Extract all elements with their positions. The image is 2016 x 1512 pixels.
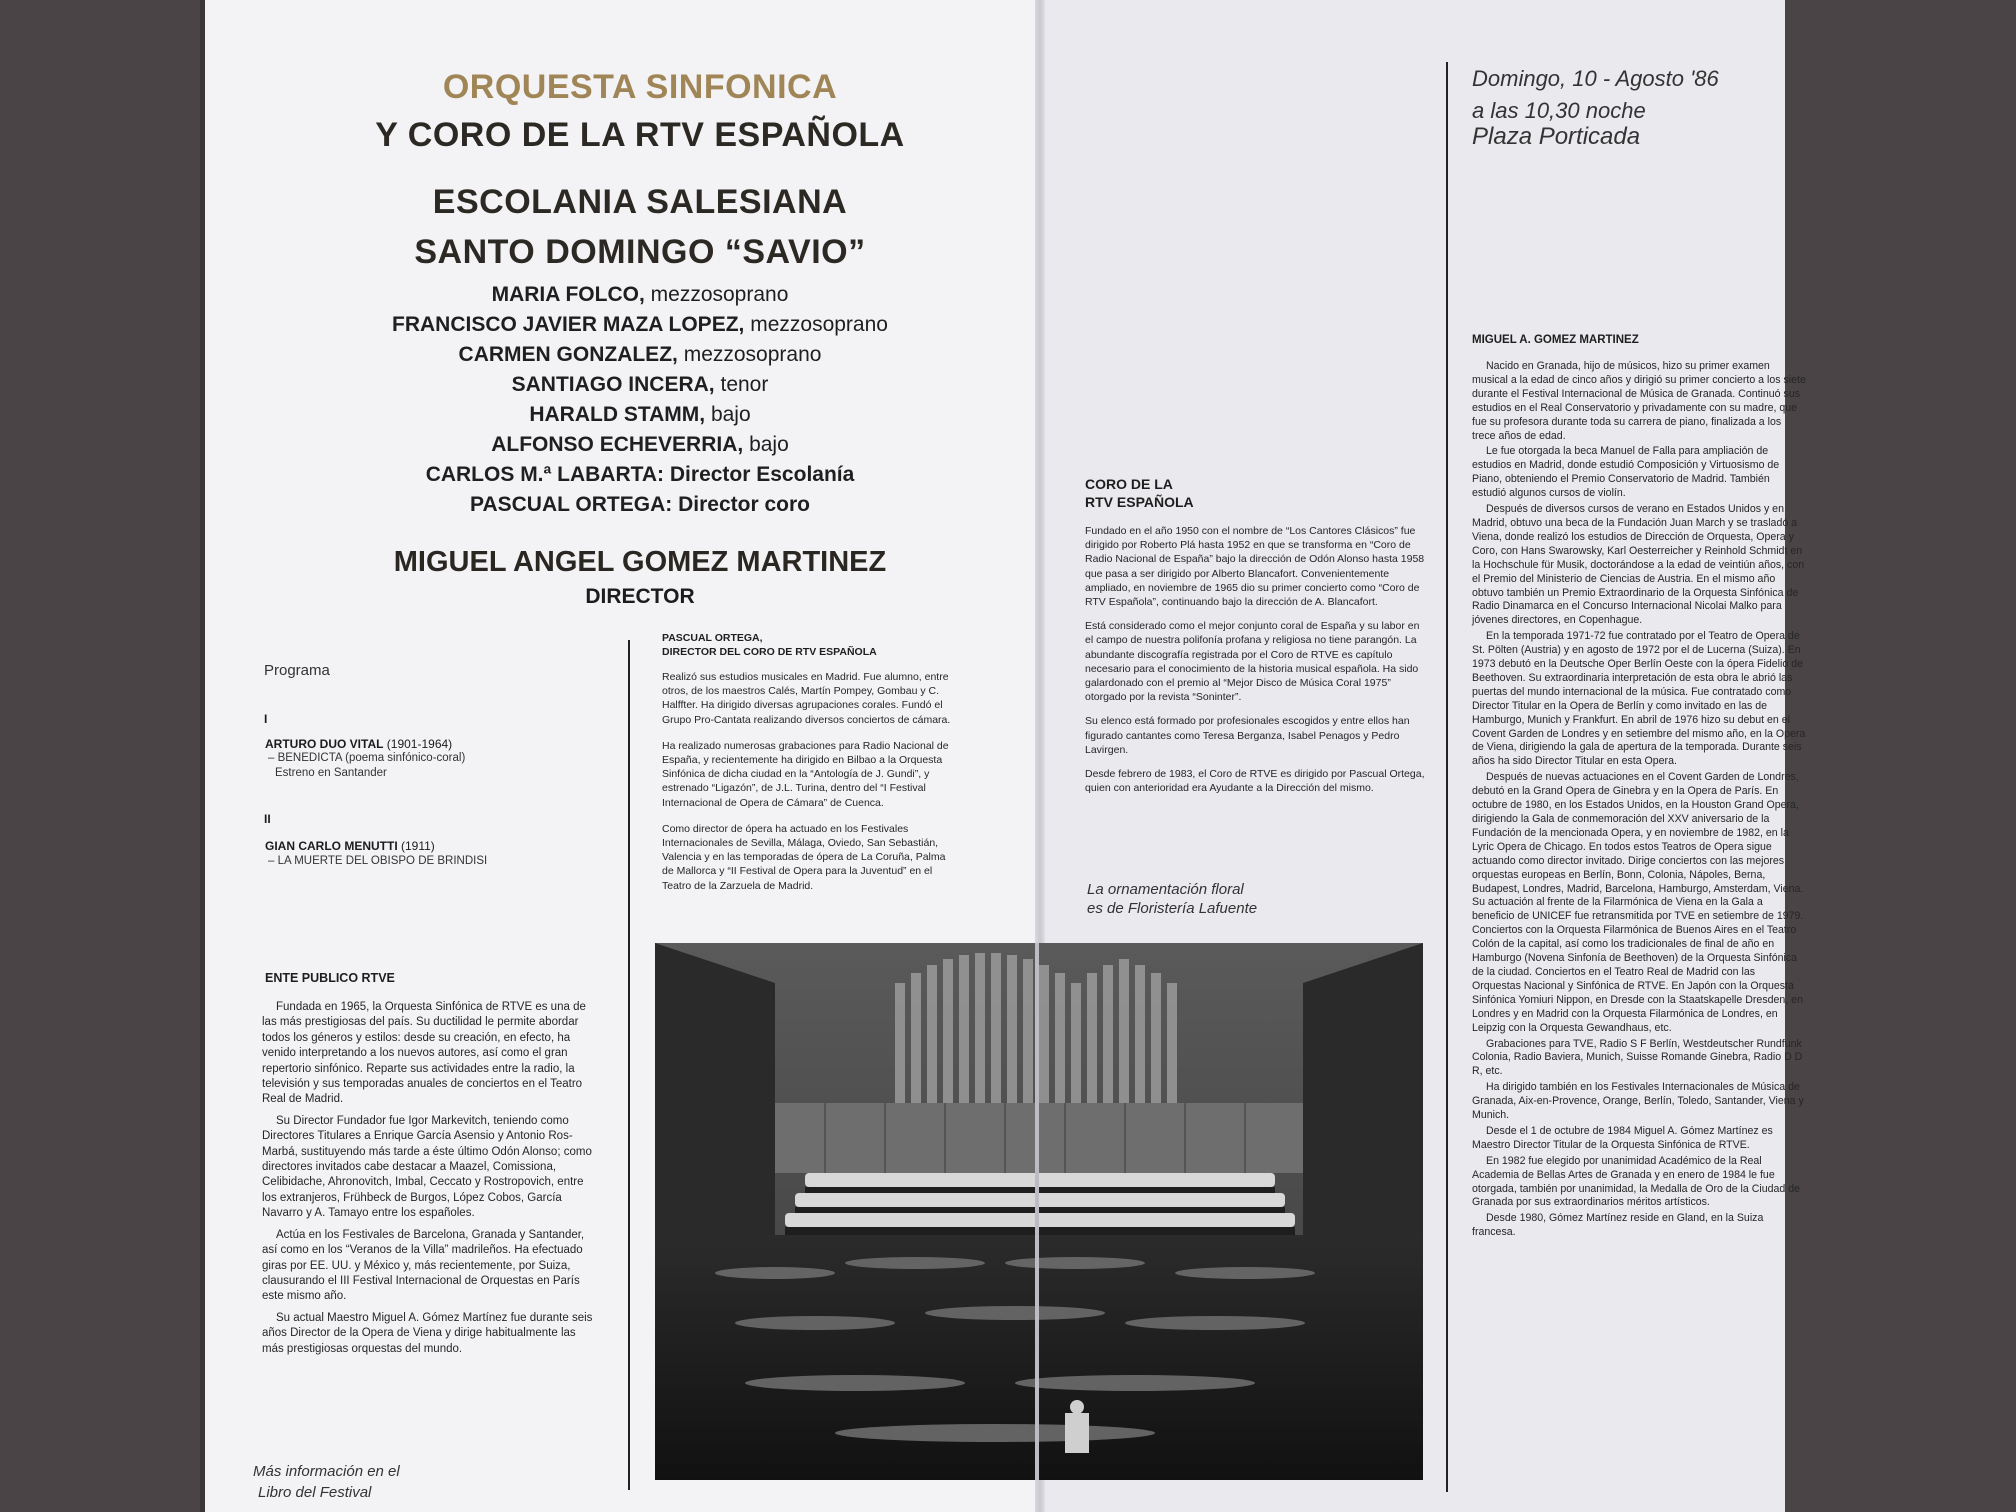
programa-part-number: I xyxy=(264,712,268,726)
coro-heading-1: CORO DE LA xyxy=(1085,476,1173,492)
paragraph: Desde el 1 de octubre de 1984 Miguel A. Gómez Martínez es Maestro Director Titular de la Orquesta Sinfónica de RTVE. xyxy=(1472,1124,1773,1151)
ente-heading: ENTE PUBLICO RTVE xyxy=(265,971,395,985)
title-line-1: ORQUESTA SINFONICA xyxy=(442,68,838,106)
director-title: DIRECTOR xyxy=(585,585,695,608)
cast-item: ALFONSO ECHEVERRIA, bajo xyxy=(491,433,789,456)
column-divider xyxy=(628,640,630,1490)
paragraph: Desde febrero de 1983, el Coro de RTVE es dirigido por Pascual Ortega, quien con anterioridad era Ayudante a la Dirección del mismo. xyxy=(1085,768,1425,795)
cast-item: CARLOS M.ª LABARTA: Director Escolanía xyxy=(425,463,855,486)
director-name: MIGUEL ANGEL GOMEZ MARTINEZ xyxy=(393,546,887,578)
paragraph: Realizó sus estudios musicales en Madrid. Fue alumno, entre otros, de los maestros Calés, Martín Pompey, Gombau y C. Halffter. Ha dirigido diversas agrupaciones corales. Fundó el Grupo Pro-Cantata realizando diversos conciertos de cámara. xyxy=(662,671,951,726)
programa-part-number: II xyxy=(264,812,271,826)
paragraph: Actúa en los Festivales de Barcelona, Granada y Santander, así como en los “Veranos de la Villa” madrileños. Ha efectuado giras por EE. UU. y México y, más recientemente, por Suiza, clausurando el III Festival Internacional de Orquestas en París este mismo año. xyxy=(262,1228,585,1303)
paragraph: Desde 1980, Gómez Martínez reside en Gland, en la Suiza francesa. xyxy=(1472,1212,1764,1239)
programa-note: Estreno en Santander xyxy=(275,767,387,779)
programa-composer: GIAN CARLO MENUTTI (1911) xyxy=(265,839,435,853)
paragraph: Fundado en el año 1950 con el nombre de “Los Cantores Clásicos” fue dirigido por Roberto Plá hasta 1952 en que se transforma en “Coro de Radio Nacional de España” bajo la dirección de Odón Alonso hasta 1958 que pasa a ser dirigido por Alberto Blancafort. Convenientemente ampliado, en noviembre de 1965 dio su primer concierto como “Coro de RTV Española”, continuando bajo la dirección de A. Blancafort. xyxy=(1085,525,1425,609)
cast-item: FRANCISCO JAVIER MAZA LOPEZ, mezzosoprano xyxy=(392,313,888,336)
orchestra-photo xyxy=(655,943,1423,1480)
paragraph: Grabaciones para TVE, Radio S F Berlín, Westdeutscher Rundfunk Colonia, Radio Baviera, Munich, Suisse Romande Ginebra, Radio D D R, etc. xyxy=(1472,1037,1803,1078)
coro-heading-2: RTV ESPAÑOLA xyxy=(1085,494,1194,510)
event-date: Domingo, 10 - Agosto '86 xyxy=(1472,66,1719,91)
floral-line-1: La ornamentación floral xyxy=(1087,881,1244,898)
more-info-line-1: Más información en el xyxy=(253,1463,400,1480)
event-time: a las 10,30 noche xyxy=(1472,98,1646,123)
paragraph: Después de diversos cursos de verano en Estados Unidos y en Madrid, obtuvo una beca de la Fundación Juan March y se trasladó a Viena, donde realizó los estudios de Dirección de Orquesta, Opera y Coro, con Hans Swarowsky, Karl Oesterreicher y Reinhold Schmidt en la Hochschule für Musik, doctorándose a la edad de veintiún años, con el Premio del Ministerio de Ciencias de Austria. En el mismo año obtuvo también un Premio Extraordinario de la Orquesta Sinfónica de Radio Dinamarca en el Concurso Internacional Nicolai Malko para jóvenes directores, en Copenhague. xyxy=(1472,503,1805,627)
more-info-line-2: Libro del Festival xyxy=(258,1484,372,1501)
cast-item: HARALD STAMM, bajo xyxy=(529,403,751,426)
cast-item: CARMEN GONZALEZ, mezzosoprano xyxy=(458,343,822,366)
pascual-heading-1: PASCUAL ORTEGA, xyxy=(662,632,763,644)
paragraph: Nacido en Granada, hijo de músicos, hizo su primer examen musical a la edad de cinco años y dirigió su primer concierto a los siete durante el Festival Internacional de Música de Granada. Continuó sus estudios en el Real Conservatorio y privadamente con su madre, que fue su profesora durante toda su carrera de piano, finalizada a los trece años de edad. xyxy=(1472,360,1806,442)
floral-line-2: es de Floristería Lafuente xyxy=(1087,900,1258,917)
event-place: Plaza Porticada xyxy=(1472,123,1641,150)
paragraph: En la temporada 1971-72 fue contratado por el Teatro de Opera de St. Pölten (Austria) y en agosto de 1972 por el de Lucerna (Suiza). En 1973 debutó en la Deutsche Oper Berlín Oeste con la ópera Fidelio de Beethoven. Su extraordinaria interpretación de esta obra le abrió las puertas del mundo internacional de la música. Fue contratado como Director Titular en la Opera de Berlín y como invitado en las de Hamburgo, Munich y Frankfurt. En abril de 1976 hizo su debut en el Covent Garden de Londres y en setiembre del mismo año, en la Opera de Viena, dirigiendo la gala de apertura de la temporada. Durante seis años ha sido Director Titular en esta Opera. xyxy=(1472,630,1806,768)
paragraph: Ha dirigido también en los Festivales Internacionales de Música de Granada, Aix-en-Provence, Orange, Berlín, Toledo, Santander, Viena y Munich. xyxy=(1472,1081,1804,1122)
paragraph: Después de nuevas actuaciones en el Covent Garden de Londres, debutó en la Grand Opera de Ginebra y en la Opera de París. En octubre de 1980, en los Estados Unidos, en la Houston Grand Opera, dirigiendo la Gala de conmemoración del XXV aniversario de la Fundación de la mencionada Opera, y en noviembre de 1982, en la Lyric Opera de Chicago. En todos estos Teatros de Opera sigue actuando como director invitado. Dirige conciertos con las mejores orquestas europeas en Berlín, Bonn, Colonia, Nápoles, Berna, Budapest, Londres, Madrid, Barcelona, Hamburgo, Amsterdam, Viena. Su actuación al frente de la Filarmónica de Viena en la Gala a beneficio de UNICEF fue retransmitida por TVE en setiembre de 1979. Conciertos con la Orquesta Filarmónica de Buenos Aires en el Teatro Colón de la capital, así como los tradicionales de final de año en Hamburgo (Novena Sinfonía de Beethoven) de la Orquesta Sinfónica de la ciudad. Conciertos en el Teatro Real de Madrid con las Orquestas Nacional y Sinfónica de RTVE. En Japón con la Orquesta Sinfónica Yomiuri Nippon, en Dresde con la Staatskapelle Dresden, en Londres y en Madrid con la Orquesta Filarmónica de Londres, en Leipzig con la Orquesta Gewandhaus, etc. xyxy=(1472,771,1804,1034)
title-line-3: ESCOLANIA SALESIANA xyxy=(432,183,848,221)
programa-work: – BENEDICTA (poema sinfónico-coral) xyxy=(268,752,466,764)
column-divider xyxy=(1446,62,1448,1492)
programa-work: – LA MUERTE DEL OBISPO DE BRINDISI xyxy=(268,855,488,867)
paragraph: Su elenco está formado por profesionales escogidos y entre ellos han figurado cantantes como Teresa Berganza, Isabel Penagos y Pedro Lavirgen. xyxy=(1085,715,1410,756)
pascual-body xyxy=(662,670,958,899)
miguel-heading: MIGUEL A. GOMEZ MARTINEZ xyxy=(1472,334,1639,346)
title-line-2: Y CORO DE LA RTV ESPAÑOLA xyxy=(375,116,905,154)
pascual-heading-2: DIRECTOR DEL CORO DE RTV ESPAÑOLA xyxy=(662,646,877,658)
programa-heading: Programa xyxy=(264,662,330,679)
paragraph: Está considerado como el mejor conjunto coral de España y su labor en el campo de nuestra polifonía profana y religiosa no tiene parangón. La abundante discografía registrada por el Coro de RTVE es capítulo necesario para el conocimiento de la historia musical española. Ha sido galardonado con el premio al “Mejor Disco de Música Coral 1975” otorgado por la revista “Soninter”. xyxy=(1085,620,1420,704)
programa-composer: ARTURO DUO VITAL (1901-1964) xyxy=(265,737,453,751)
paragraph: Su actual Maestro Miguel A. Gómez Martínez fue durante seis años Director de la Opera de Viena y dirige habitualmente las más prestigiosas orquestas del mundo. xyxy=(262,1311,593,1355)
orchestra-photo-illustration xyxy=(655,943,1423,1480)
cast-item: PASCUAL ORTEGA: Director coro xyxy=(470,493,810,516)
coro-body xyxy=(1085,524,1427,801)
paragraph: Como director de ópera ha actuado en los Festivales Internacionales de Sevilla, Málaga, Oviedo, San Sebastián, Valencia y en las temporadas de ópera de La Coruña, Palma de Mallorca y “II Festival de Opera para la Juventud” en el Teatro de la Zarzuela de Madrid. xyxy=(662,822,946,892)
cast-item: MARIA FOLCO, mezzosoprano xyxy=(491,283,789,306)
paragraph: Fundada en 1965, la Orquesta Sinfónica de RTVE es una de las más prestigiosas del país. Su ductilidad le permite abordar todos los géneros y estilos: desde su creación, en efecto, ha venido interpretando a los nuevos autores, así como el gran repertorio sinfónico. Reparte sus actividades entre la radio, la televisión y sus temporadas anuales de conciertos en el Teatro Real de Madrid. xyxy=(262,1001,586,1106)
paragraph: En 1982 fue elegido por unanimidad Académico de la Real Academia de Bellas Artes de Granada y en enero de 1984 le fue otorgada, también por unanimidad, la Medalla de Oro de la Ciudad de Granada por sus extraordinarios méritos artísticos. xyxy=(1472,1154,1801,1209)
ente-body xyxy=(262,1000,598,1363)
title-line-4: SANTO DOMINGO “SAVIO” xyxy=(414,233,866,271)
paragraph: Ha realizado numerosas grabaciones para Radio Nacional de España, y recientemente ha dirigido en Bilbao a la Orquesta Sinfónica de dicha ciudad en la “Antología de J. Gundi”, y estrenado “Ligazón”, de J.L. Turina, dentro del “I Festival Internacional de Opera de Cámara” de Cuenca. xyxy=(662,739,949,809)
miguel-body xyxy=(1472,360,1806,1242)
cast-item: SANTIAGO INCERA, tenor xyxy=(511,373,769,396)
paragraph: Le fue otorgada la beca Manuel de Falla para ampliación de estudios en Madrid, donde estudió Composición y Virtuosismo de Piano, obteniendo el Premio Conservatorio de Madrid. También estudió algunos cursos de violín. xyxy=(1472,445,1780,500)
paragraph: Su Director Fundador fue Igor Markevitch, teniendo como Directores Titulares a Enrique García Asensio y Antonio Ros-Marbá, sustituyendo más tarde a éste último Odón Alonso; como directores invitados cabe destacar a Maazel, Comissiona, Celibidache, Ahronovitch, Imbal, Ceccato y Rostropovich, entre los extranjeros, Frühbeck de Burgos, López Cobos, García Navarro y A. Tamayo entre los españoles. xyxy=(262,1114,592,1220)
